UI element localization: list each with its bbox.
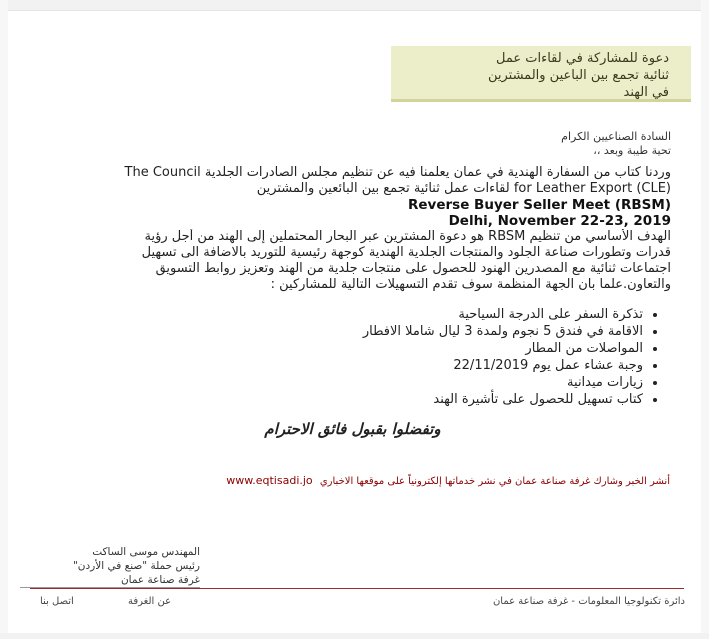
event-name: Reverse Buyer Seller Meet (RBSM) bbox=[408, 197, 671, 213]
footer-department: دائرة تكنولوجيا المعلومات - غرفة صناعة عمان bbox=[492, 596, 685, 607]
title-line-1: دعوة للمشاركة في لقاءات عمل bbox=[495, 51, 669, 66]
list-item: • تذكرة السفر على الدرجة السياحية bbox=[34, 306, 643, 323]
window-left-border bbox=[0, 0, 8, 639]
body-line: اجتماعات ثنائية مع المصدرين الهنود للحصول على منتجات جلدية من الهند وتعزيز روابط التسويق bbox=[155, 261, 671, 276]
title-banner bbox=[391, 46, 691, 102]
list-item: • الاقامة في فندق 5 نجوم ولمدة 3 ليال شاملا الافطار bbox=[34, 323, 643, 340]
signer-name: المهندس موسى الساكت bbox=[92, 546, 200, 558]
body-line: قدرات وتطورات صناعة الجلود والمنتجات الجلدية الهندية كوجهة رئيسية للتوريد بالاضافة الى تسهيل bbox=[141, 245, 671, 260]
signature-block bbox=[20, 545, 200, 588]
window-bottom-border bbox=[0, 633, 709, 639]
title-line-3: في الهند bbox=[623, 85, 669, 100]
list-item: • المواصلات من المطار bbox=[34, 340, 643, 357]
greeting: تحية طيبة وبعد ،، bbox=[593, 144, 671, 157]
about-link[interactable]: عن الغرفة bbox=[128, 596, 172, 607]
list-item: • كتاب تسهيل للحصول على تأشيرة الهند bbox=[34, 391, 643, 408]
signer-role: رئيس حملة "صنع في الأردن" bbox=[72, 560, 200, 572]
window-right-border bbox=[701, 0, 709, 639]
letter-body bbox=[34, 130, 671, 438]
salutation: السادة الصناعيين الكرام bbox=[561, 130, 671, 143]
window-top-border bbox=[0, 0, 709, 11]
footer-divider bbox=[30, 588, 684, 589]
intro-line: وردنا كتاب من السفارة الهندية في عمان يعلمنا فيه عن تنظيم مجلس الصادرات الجلدية The Council bbox=[124, 165, 671, 180]
facilities-list bbox=[34, 306, 671, 408]
share-text: أنشر الخبر وشارك غرفة صناعة عمان في نشر خدماتها إلكترونياً على موقعها الاخباري bbox=[319, 476, 670, 487]
share-notice bbox=[158, 472, 670, 490]
closing-remark: وتفضلوا بقبول فائق الاحترام bbox=[264, 420, 441, 438]
list-item: • زيارات ميدانية bbox=[34, 374, 643, 391]
body-line: والتعاون.علما بان الجهة المنظمة سوف تقدم التسهيلات التالية للمشاركين : bbox=[270, 277, 671, 292]
intro-paragraph bbox=[34, 165, 671, 293]
body-line: الهدف الأساسي من تنظيم RBSM هو دعوة المشترين عبر البحار المحتملين إلى الهند من أجل رؤية bbox=[144, 229, 671, 244]
title-line-2: ثنائية تجمع بين الباعين والمشترين bbox=[487, 68, 669, 83]
contact-link[interactable]: اتصل بنا bbox=[40, 596, 74, 607]
list-item: • وجبة عشاء عمل يوم 22/11/2019 bbox=[34, 357, 643, 374]
signer-organization: غرفة صناعة عمان bbox=[120, 574, 200, 586]
share-link[interactable]: www.eqtisadi.jo bbox=[226, 474, 313, 487]
intro-line: for Leather Export (CLE) لقاءات عمل ثنائية تجمع بين البائعين والمشترين bbox=[256, 181, 671, 196]
event-location-date: Delhi, November 22-23, 2019 bbox=[448, 213, 671, 229]
